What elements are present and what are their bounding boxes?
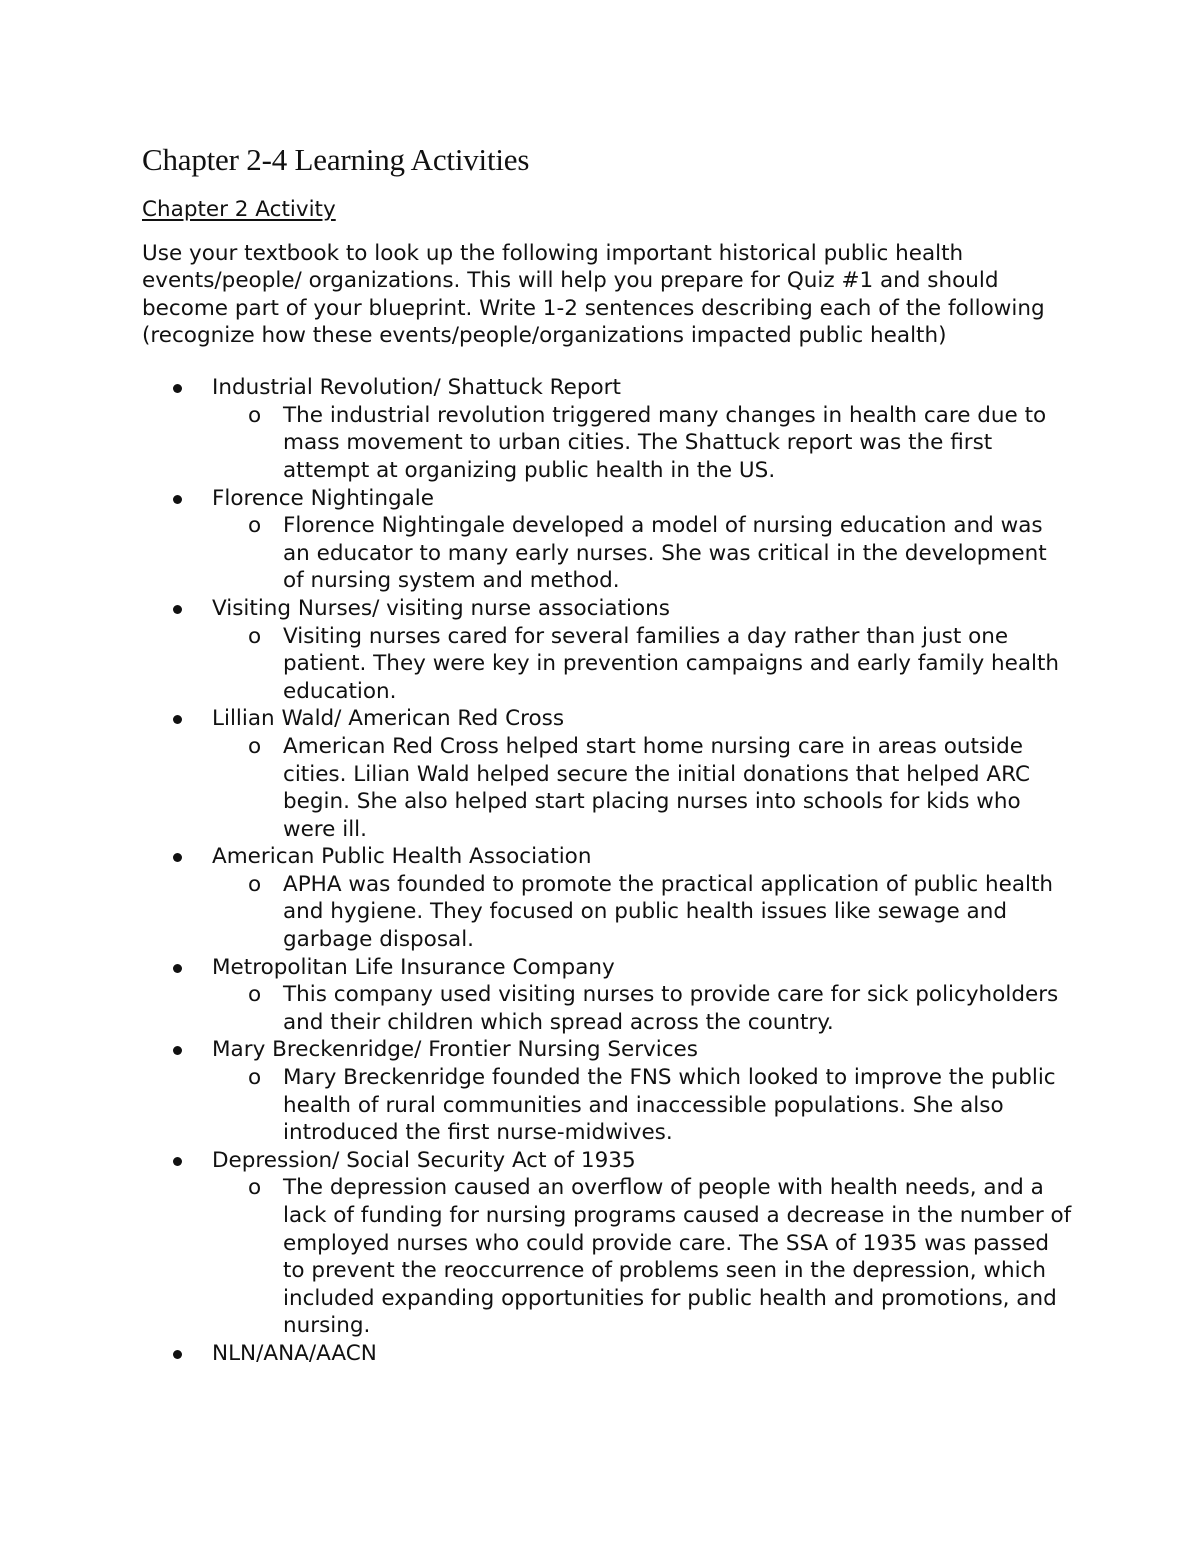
topic-list — [142, 374, 1072, 1367]
answer-list — [212, 733, 1072, 843]
topic-label: Depression/ Social Security Act of 1935 — [212, 1147, 636, 1173]
topic-label: Metropolitan Life Insurance Company — [212, 954, 615, 980]
answer-text: This company used visiting nurses to provide care for sick policyholders and their children which spread across the country. — [283, 982, 1059, 1035]
bullet-icon — [173, 715, 182, 724]
answer-item — [212, 981, 1072, 1036]
answer-item — [212, 1174, 1072, 1340]
sub-bullet-icon: o — [248, 623, 262, 649]
bullet-icon — [173, 384, 182, 393]
bullet-icon — [173, 853, 182, 862]
answer-list — [212, 623, 1072, 706]
bullet-icon — [173, 605, 182, 614]
answer-list — [212, 871, 1072, 954]
answer-item — [212, 512, 1072, 595]
sub-bullet-icon: o — [248, 733, 262, 759]
document-page — [142, 140, 1072, 1368]
answer-list — [212, 981, 1072, 1036]
answer-item — [212, 733, 1072, 843]
bullet-icon — [173, 1350, 182, 1359]
bullet-icon — [173, 1157, 182, 1166]
answer-item — [212, 871, 1072, 954]
sub-bullet-icon: o — [248, 513, 262, 539]
intro-paragraph: Use your textbook to look up the following important historical public health events/people/ organizations. This will help you prepare for Quiz #1 and should become part of your blueprint. Write 1-2 sentences describing each of the following (recognize how these events/people/organizations impacted public health) — [142, 241, 1045, 348]
bullet-icon — [173, 1046, 182, 1055]
list-item — [142, 595, 1072, 705]
list-item — [142, 374, 1072, 484]
list-item — [142, 843, 1072, 953]
sub-bullet-icon: o — [248, 982, 262, 1008]
topic-label: Lillian Wald/ American Red Cross — [212, 706, 565, 732]
topic-label: Mary Breckenridge/ Frontier Nursing Services — [212, 1037, 698, 1063]
bullet-icon — [173, 964, 182, 973]
answer-text: American Red Cross helped start home nursing care in areas outside cities. Lilian Wald helped secure the initial donations that helped ARC begin. She also helped start placing nurses into schools for kids who were ill. — [283, 733, 1030, 842]
list-item — [142, 1036, 1072, 1146]
sub-bullet-icon: o — [248, 1065, 262, 1091]
list-item — [142, 485, 1072, 595]
answer-item — [212, 1064, 1072, 1147]
answer-text: Visiting nurses cared for several families a day rather than just one patient. They were key in prevention campaigns and early family health education. — [283, 623, 1060, 704]
list-item — [142, 954, 1072, 1037]
topic-label: NLN/ANA/AACN — [212, 1340, 377, 1366]
list-item — [142, 705, 1072, 843]
topic-label: Visiting Nurses/ visiting nurse associations — [212, 595, 670, 621]
answer-item — [212, 623, 1072, 706]
topic-label: American Public Health Association — [212, 844, 592, 870]
answer-text: The industrial revolution triggered many changes in health care due to mass movement to urban cities. The Shattuck report was the first attempt at organizing public health in the US. — [283, 402, 1047, 483]
bullet-icon — [173, 495, 182, 504]
sub-bullet-icon: o — [248, 871, 262, 897]
answer-list — [212, 1064, 1072, 1147]
sub-bullet-icon: o — [248, 402, 262, 428]
answer-text: Florence Nightingale developed a model of nursing education and was an educator to many early nurses. She was critical in the development of nursing system and method. — [283, 513, 1047, 594]
document-title: Chapter 2-4 Learning Activities — [142, 142, 530, 177]
answer-text: APHA was founded to promote the practical application of public health and hygiene. They focused on public health issues like sewage and garbage disposal. — [283, 871, 1054, 953]
answer-text: The depression caused an overflow of people with health needs, and a lack of funding for nursing programs caused a decrease in the number of employed nurses who could provide care. The SSA of 1935 was passed to prevent the reoccurrence of problems seen in the depression, which included expanding opportunities for public health and promotions, and nursing. — [283, 1175, 1072, 1339]
answer-list — [212, 402, 1072, 485]
list-item — [142, 1340, 1072, 1368]
sub-bullet-icon: o — [248, 1175, 262, 1201]
list-item — [142, 1147, 1072, 1340]
answer-text: Mary Breckenridge founded the FNS which looked to improve the public health of rural communities and inaccessible populations. She also introduced the first nurse-midwives. — [283, 1065, 1056, 1146]
topic-label: Industrial Revolution/ Shattuck Report — [212, 375, 621, 401]
answer-list — [212, 512, 1072, 595]
answer-item — [212, 402, 1072, 485]
section-heading: Chapter 2 Activity — [142, 197, 336, 222]
answer-list — [212, 1174, 1072, 1340]
topic-label: Florence Nightingale — [212, 485, 434, 511]
